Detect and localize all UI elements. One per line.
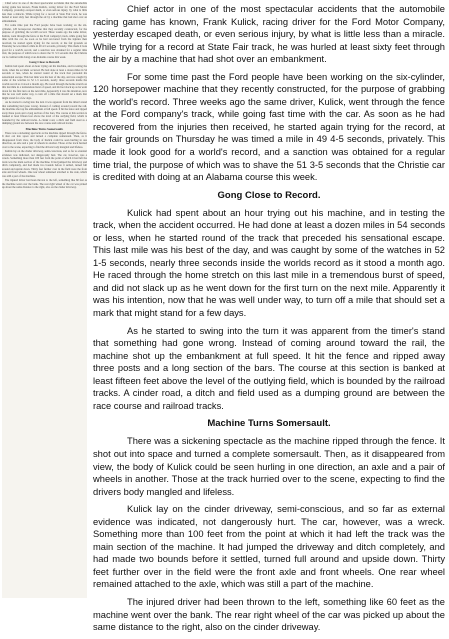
clipping-paragraph: Chief actor in one of the most spectacular accidents that the automobile racing game has known, Frank Kulick, racing driver for the Ford Motor Company, yesterday escaped death, or even serious injury, by what is little less than a miracle. While trying for a record at State Fair track, he was hurled at least sixty feet through the air by a machine that had shot over an embankment. [2, 2, 87, 23]
clipping-paragraph: The injured driver had been thrown to the left, something like 60 feet as the machine went over the bank. The rear right wheel of the car was picked up about the same distance to the right, also on the cinder driveway. [2, 179, 87, 189]
clipping-heading: Gong Close to Record. [29, 60, 60, 64]
clipping-paragraph: Kulick lay on the cinder driveway, semi-conscious, and so far as external evidence was indicated, not dangerously hurt. The car, however, was a wreck. Something more than 100 feet from the point at which it had left the track was the main section of the machine. It had jumped the driveway and ditch completely, and had made two bounds before it settled, turned full around and upside down. Thirty feet further over in the field were the front axle and front wheels. One rear wheel remained attached to the axle, which was still a part of the machine. [2, 150, 87, 178]
section-heading: Machine Turns Somersault. [207, 418, 331, 430]
article-paragraph: The injured driver had been thrown to the left, something like 60 feet as the machine went over the bank. The rear right wheel of the car was picked up about the same distance to the right, also on the cinder driveway. [93, 596, 445, 633]
clipping-paragraph: There was a sickening spectacle as the machine ripped through the fence. It shot out into space and turned a complete somersault. Then, as it disappeared from view, the body of Kulick could be seen hurling in one direction, an axle and a pair of wheels in another. Those at the track hurried over to the scene, expecting to find the drivers body mangled and lifeless. [2, 131, 87, 149]
clipping-paragraph: As he started to swing into the turn it was apparent from the timer's stand that something had gone wrong. Instead of coming around toward the rail, the machine shot up the embankment at full speed. It hit the fence and ripped away three posts and a long section of the bars. The course at this section is banked at least fifteen feet above the level of the outlying field, which is bounded by the railroad tracks. A cinder road, a ditch and field used as a dumping ground are between the race course and railroad tracks. [2, 101, 87, 125]
article-paragraph: Kulick had spent about an hour trying out his machine, and in testing the track, when the accident occurred. He had done at least a dozen miles in 54 seconds or less, when he started round of the track that preceded his sensational escape. This last mile was his best of the day, and was caught by some of the watches in 52 1-5 seconds, nearly three seconds inside the worlds record as it stood a month ago. He raced through the home stretch on this last mile in a tremendous burst of speed, and did not slack up as he went down for the first turn on the next mile. Apparently it was his intention, now that he was well under way, to turn off a mile that should set a mark that might stand for a few days. [93, 207, 445, 319]
article-paragraph: For some time past the Ford people have been working on the six-cylinder, 120 horsepower machine that they recently constructed, for the purpose of grabbing the world's record. Three weeks ago the same driver, Kulick, went through the fence at the Ford company's track, while going fast time with the car. As soon as he had recovered from the injuries then received, he started again trying for the record, at the fair grounds on Thursday he was timed a mile in 49 4-5 seconds, privately. This made it look good for a world's record, and a sanction was obtained for a regular time trial, the purpose of which was to shave the 51 3-5 seconds that the Christie car is credited with doing at an Alabama course this week. [93, 71, 445, 183]
clipping-heading: Machine Turns Somersault. [25, 126, 64, 131]
article-paragraph: There was a sickening spectacle as the machine ripped through the fence. It shot out into space and turned a complete somersault. Then, as it disappeared from view, the body of Kulick could be seen hurling in one direction, an axle and a pair of wheels in another. Those at the track hurried over to the scene, expecting to find the drivers body mangled and lifeless. [93, 436, 445, 497]
article-transcription [93, 3, 445, 639]
article-paragraph: Kulick lay on the cinder driveway, semi-conscious, and so far as external evidence was indicated, not dangerously hurt. The car, however, was a wreck. Something more than 100 feet from the point at which it had left the track was the main section of the machine. It had jumped the driveway and ditch completely, and had made two bounds before it settled, turned full around and upside down. Thirty feet further over in the field were the front axle and front wheels. One rear wheel remained attached to the axle, which was still a part of the machine. [93, 504, 445, 590]
article-paragraph: As he started to swing into the turn it was apparent from the timer's stand that something had gone wrong. Instead of coming around toward the rail, the machine shot up the embankment at full speed. It hit the fence and ripped away three posts and a long section of the bars. The course at this section is banked at least fifteen feet above the level of the outlying field, which is bounded by the railroad tracks. A cinder road, a ditch and field used as a dumping ground are between the race course and railroad tracks. [93, 325, 445, 411]
newspaper-clipping [2, 2, 87, 598]
section-heading: Gong Close to Record. [217, 189, 321, 201]
article-paragraph: Chief actor in one of the most spectacular accidents that the automobile racing game has known, Frank Kulick, racing driver for the Ford Motor Company, yesterday escaped death, or even serious injury, by what is little less than a miracle. While trying for a record at State Fair track, he was hurled at least sixty feet through the air by a machine that had shot over an embankment. [93, 4, 445, 65]
clipping-paragraph: For some time past the Ford people have been working on the six-cylinder, 120 horsepower machine that they recently constructed, for the purpose of grabbing the world's record. Three weeks ago the same driver, Kulick, went through the fence at the Ford company's track, while going fast time with the car. As soon as he had recovered from the injuries then received, he started again trying for the record, at the fair grounds on Thursday he was timed a mile in 49 4-5 seconds, privately. This made it look good for a world's record, and a sanction was obtained for a regular time trial, the purpose of which was to shave the 51 3-5 seconds that the Christie car is credited with doing at an Alabama course this week. [2, 24, 87, 59]
clipping-paragraph: Kulick had spent about an hour trying out his machine, and in testing the track, when the accident occurred. He had done at least a dozen miles in 54 seconds or less, when he started round of the track that preceded his sensational escape. This last mile was his best of the day, and was caught by some of the watches in 52 1-5 seconds, nearly three seconds inside the worlds record as it stood a month ago. He raced through the home stretch on this last mile in a tremendous burst of speed, and did not slack up as he went down for the first turn on the next mile. Apparently it was his intention, now that he was well under way, to turn off a mile that should set a mark that might stand for a few days. [2, 65, 87, 100]
